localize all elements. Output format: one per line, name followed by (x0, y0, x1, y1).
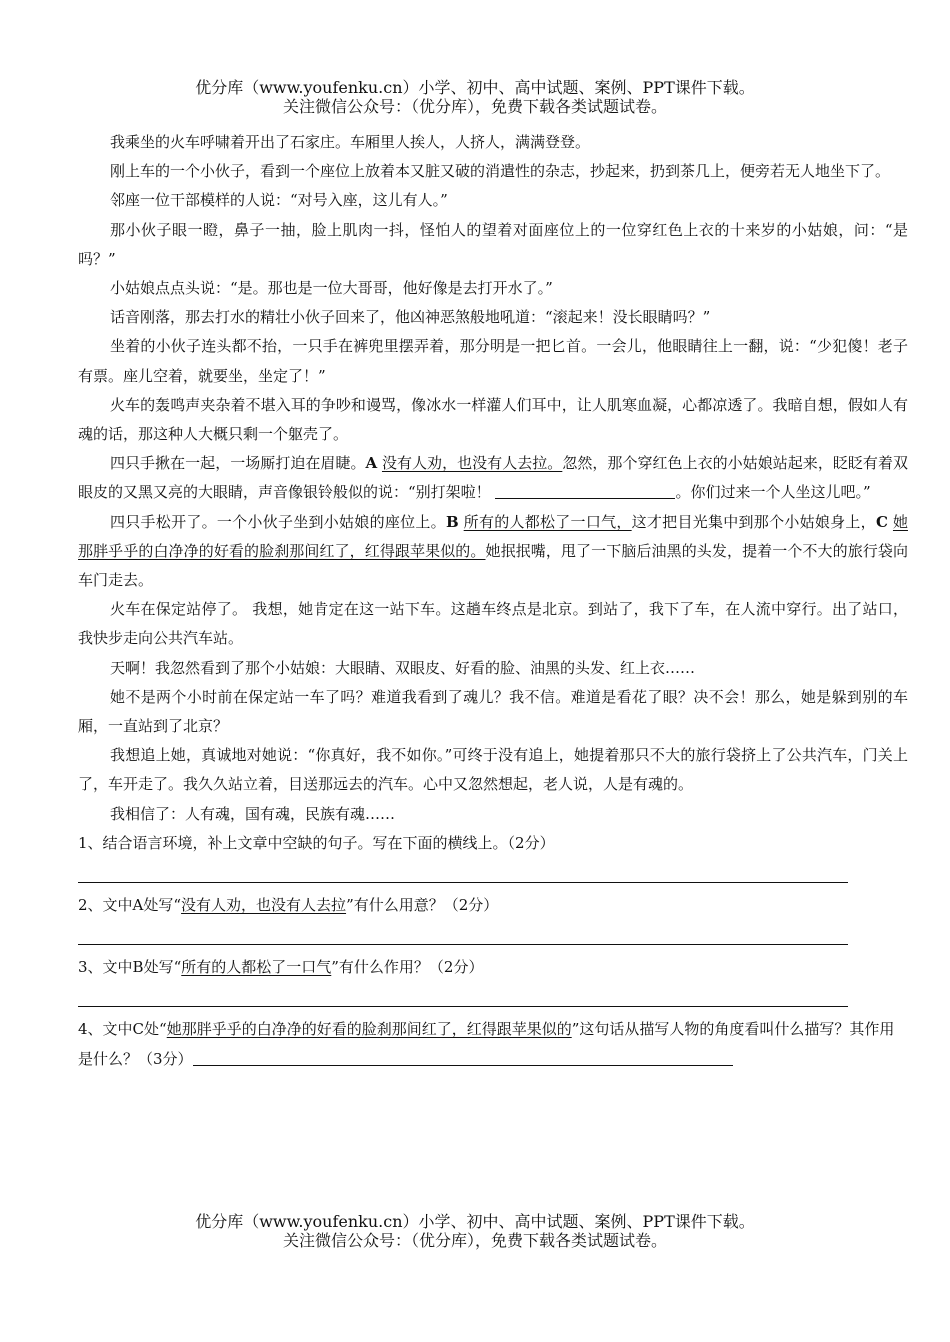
paragraph-13: 她不是两个小时前在保定站一车了吗？难道我看到了魂儿？我不信。难道是看花了眼？决不会！那么，她是躲到别的车厢，一直站到了北京？ (78, 687, 908, 736)
paragraph-9-text-a: 四只手揪在一起，一场厮打迫在眉睫。 (110, 454, 366, 473)
question-4-post: ”这句话从描写人物的角度看叫什么描写？其作用是什么？（3分） (78, 1020, 895, 1068)
header-line-2: 关注微信公众号：（优分库），免费下载各类试题试卷。 (282, 97, 667, 116)
question-1: 1、结合语言环境，补上文章中空缺的句子。写在下面的横线上。（2分） (78, 833, 555, 852)
paragraph-9 (78, 449, 908, 507)
paragraph-15: 我相信了：人有魂，国有魂，民族有魂…… (110, 804, 396, 823)
fill-in-blank[interactable] (495, 482, 675, 499)
paragraph-10 (78, 508, 908, 596)
article-body (78, 128, 908, 1074)
answer-line-1[interactable] (78, 858, 848, 883)
question-2-pre: 2、文中A处写“ (78, 896, 182, 915)
marker-c: C (875, 512, 888, 531)
question-2 (78, 891, 908, 920)
marker-a: A (365, 454, 378, 473)
underlined-a: 没有人劝，也没有人去拉。 (381, 454, 563, 473)
answer-line-3[interactable] (78, 982, 848, 1007)
paragraph-8: 火车的轰鸣声夹杂着不堪入耳的争吵和谩骂，像冰水一样灌人们耳中，让人肌寒血凝，心都凉透了。我暗自想，假如人有魂的话，那这种人大概只剩一个躯壳了。 (78, 395, 908, 444)
paragraph-14: 我想追上她，真诚地对她说：“你真好，我不如你。”可终于没有追上，她提着那只不大的旅行袋挤上了公共汽车，门关上了，车开走了。我久久站立着，目送那远去的汽车。心中又忽然想起，老人说，人是有魂的。 (78, 746, 908, 794)
paragraph-9-text-b: 忽然，那个穿红色上衣的小姑娘站起来，眨眨有着双眼皮的又黑又亮的大眼睛，声音像银铃般似的说：“别打架啦！ (78, 454, 908, 502)
footer-line-2: 关注微信公众号：（优分库），免费下载各类试题试卷。 (282, 1231, 667, 1250)
question-2-post: ”有什么用意？（2分） (346, 896, 499, 915)
underlined-c: 她那胖乎乎的白净净的好看的脸刹那间红了，红得跟苹果似的。 (78, 512, 908, 560)
marker-b: B (445, 512, 459, 531)
question-4-pre: 4、文中C处“ (78, 1020, 167, 1039)
paragraph-11: 火车在保定站停了。 我想，她肯定在这一站下车。这趟车终点是北京。到站了，我下了车，在人流中穿行。出了站口， 我快步走向公共汽车站。 (78, 600, 908, 648)
paragraph-10-text-b: 这才把目光集中到那个小姑娘身上， (631, 512, 876, 531)
page-footer (0, 1212, 950, 1250)
page-header (0, 78, 950, 116)
question-4-quote: 她那胖乎乎的白净净的好看的脸刹那间红了，红得跟苹果似的 (166, 1020, 572, 1039)
paragraph-2: 刚上车的一个小伙子，看到一个座位上放着本又脏又破的消遣性的杂志，抄起来，扔到茶几上，便旁若无人地坐下了。 (110, 162, 891, 181)
question-3 (78, 953, 908, 982)
paragraph-10-text-a: 四只手松开了。一个小伙子坐到小姑娘的座位上。 (110, 512, 446, 531)
underlined-b: 所有的人都松了一口气， (463, 512, 632, 531)
paragraph-9-text-c: 。你们过来一个人坐这儿吧。” (675, 483, 871, 502)
answer-line-4[interactable] (193, 1049, 733, 1066)
paragraph-1: 我乘坐的火车呼啸着开出了石家庄。车厢里人挨人，人挤人，满满登登。 (110, 133, 591, 151)
paragraph-7: 坐着的小伙子连头都不抬，一只手在裤兜里摆弄着，那分明是一把匕首。一会儿，他眼睛往上一翻，说：“少犯傻！老子有票。座儿空着，就要坐，坐定了！” (78, 337, 908, 385)
answer-line-2[interactable] (78, 920, 848, 945)
question-3-post: ”有什么作用？（2分） (331, 958, 484, 977)
header-line-1: 优分库（www.youfenku.cn）小学、初中、高中试题、案例、PPT课件下载。 (195, 78, 755, 97)
question-2-quote: 没有人劝，也没有人去拉 (181, 896, 347, 915)
paragraph-4: 那小伙子眼一瞪，鼻子一抽，脸上肌肉一抖，怪怕人的望着对面座位上的一位穿红色上衣的十来岁的小姑娘，问：“是吗？” (78, 220, 908, 268)
paragraph-10-text-c: 她抿抿嘴，甩了一下脑后油黑的头发，提着一个不大的旅行袋向车门走去。 (78, 541, 908, 590)
paragraph-5: 小姑娘点点头说：“是。那也是一位大哥哥，他好像是去打开水了。” (110, 279, 553, 298)
footer-line-1: 优分库（www.youfenku.cn）小学、初中、高中试题、案例、PPT课件下载。 (195, 1212, 755, 1231)
paragraph-3: 邻座一位干部模样的人说：“对号入座，这儿有人。” (110, 191, 448, 210)
question-4 (78, 1015, 908, 1073)
question-3-quote: 所有的人都松了一口气 (181, 958, 332, 977)
paragraph-6: 话音刚落，那去打水的精壮小伙子回来了，他凶神恶煞般地吼道：“滚起来！没长眼睛吗？” (110, 308, 711, 327)
question-3-pre: 3、文中B处写“ (78, 958, 182, 977)
paragraph-12: 天啊！我忽然看到了那个小姑娘：大眼睛、双眼皮、好看的脸、油黑的头发、红上衣…… (110, 658, 696, 677)
